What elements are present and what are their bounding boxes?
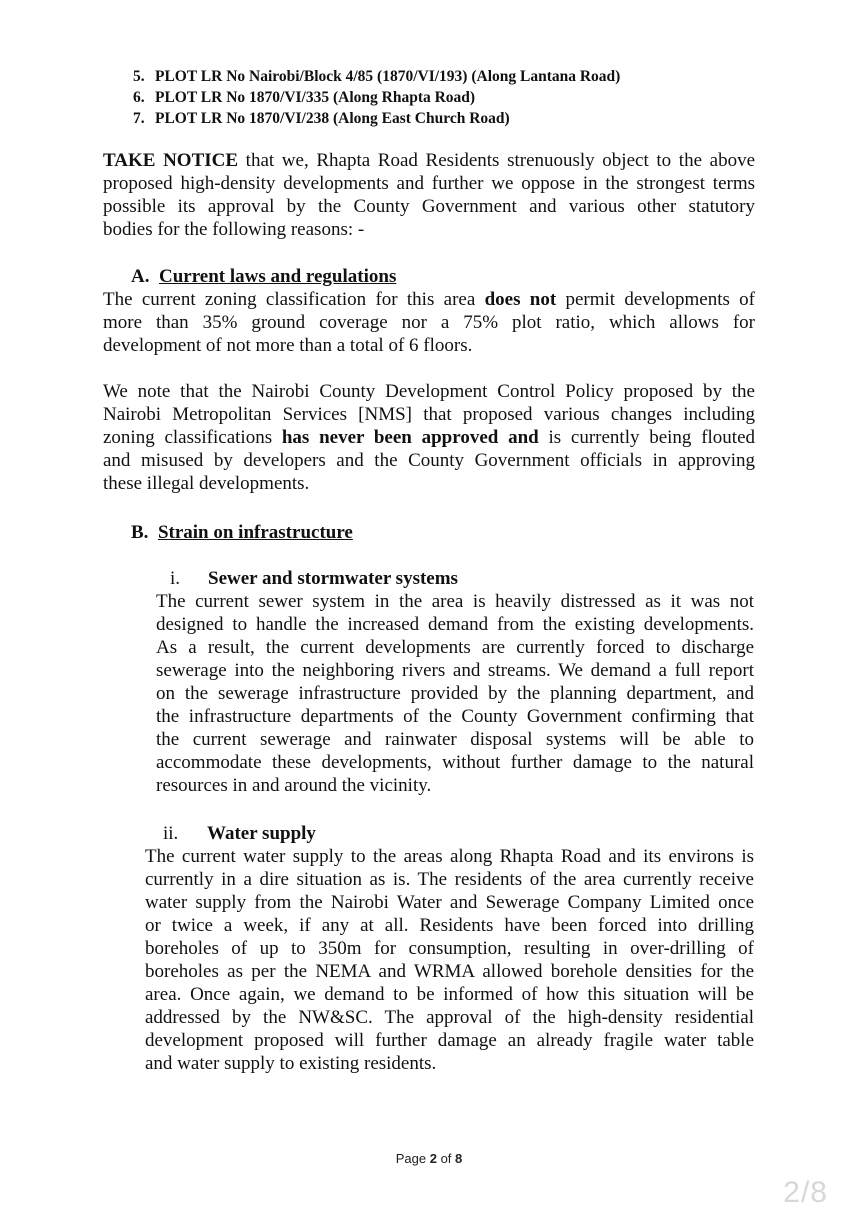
page-footer: Page 2 of 8 [395,1151,463,1166]
list-item: 6. PLOT LR No 1870/VI/335 (Along Rhapta Road) [133,89,476,106]
subsection-water-heading: ii. Water supply [163,823,316,844]
section-a-paragraph-1: The current zoning classification for this area does not permit developments of more than 35% ground coverage nor a 75% plot ratio, which allows for development of not more than a total of 6 floors. [103,289,755,356]
subsection-sewer-heading: i. Sewer and stormwater systems [170,568,458,589]
section-a-paragraph-2: We note that the Nairobi County Development Control Policy proposed by the Nairobi Metropolitan Services [NMS] that proposed various changes including zoning classifications has never been approved and is currently being flouted and misused by developers and the County Government officials in approving these illegal developments. [103,381,756,494]
page-indicator: 2/8 [783,1176,828,1209]
section-b-heading: B. Strain on infrastructure [131,522,353,543]
section-a-heading: A. Current laws and regulations [131,266,397,287]
subsection-water-text: The current water supply to the areas along Rhapta Road and its environs is currently in a dire situation as is. The residents of the area currently receive water supply from the Nairobi Water and Sewerage Company Limited once or twice a week, if any at all. Residents have been forced into drilling boreholes of up to 350m for consumption, resulting in over-drilling of boreholes as per the NEMA and WRMA allowed borehole densities for the area. Once again, we demand to be informed of how this situation will be addressed by the NW&SC. The approval of the high-density residential development proposed will further damage an already fragile water table and water supply to existing residents. [145,846,754,1074]
list-item: 5. PLOT LR No Nairobi/Block 4/85 (1870/VI/193) (Along Lantana Road) [133,68,621,85]
subsection-sewer-text: The current sewer system in the area is heavily distressed as it was not designed to handle the increased demand from the existing developments. As a result, the current developments are currently forced to discharge sewerage into the neighboring rivers and streams. We demand a full report on the sewerage infrastructure provided by the planning department, and the infrastructure departments of the County Government confirming that the current sewerage and rainwater disposal systems will be able to accommodate these developments, without further damage to the natural resources in and around the vicinity. [156,591,754,796]
list-item: 7. PLOT LR No 1870/VI/238 (Along East Church Road) [133,110,510,127]
plot-list [133,66,753,129]
notice-paragraph: TAKE NOTICE that we, Rhapta Road Residents strenuously object to the above proposed high-density developments and further we oppose in the strongest terms possible its approval by the County Government and various other statutory bodies for the following reasons: - [103,150,756,240]
